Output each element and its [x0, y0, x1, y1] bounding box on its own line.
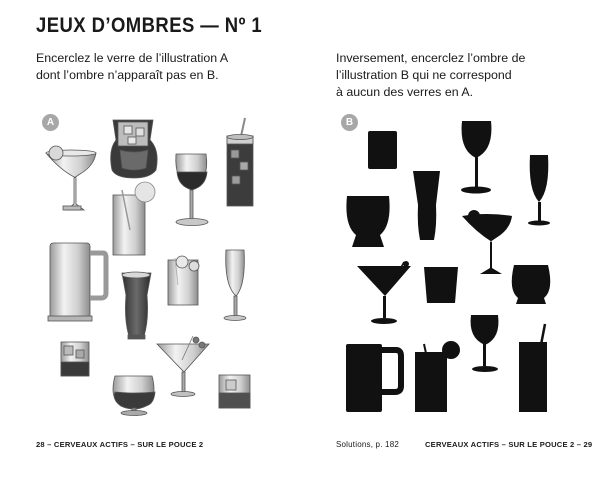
instruction-line: Inversement, encerclez l’ombre de — [336, 51, 526, 65]
silhouette-small-wine — [471, 315, 499, 372]
silhouette-rounded-glass — [346, 196, 389, 247]
instruction-line: dont l’ombre n’apparaît pas en B. — [36, 68, 219, 82]
instruction-line: Encerclez le verre de l’illustration A — [36, 51, 229, 65]
silhouette-beer-mug — [346, 344, 401, 412]
ice-tumbler-glass — [111, 120, 157, 178]
illustration-a-badge: A — [42, 114, 59, 131]
champagne-flute — [224, 250, 246, 321]
footer-left: 28 – CERVEAUX ACTIFS – SUR LE POUCE 2 — [36, 440, 204, 449]
silhouette-tumbler — [368, 131, 397, 169]
silhouette-collins — [519, 324, 547, 412]
instruction-line: à aucun des verres en A. — [336, 85, 474, 99]
silhouette-small-tumbler — [424, 267, 458, 303]
page-title: JEUX D’OMBRES — Nº 1 — [36, 14, 263, 37]
pint-glass — [122, 272, 151, 339]
lime-glass — [168, 256, 199, 305]
wine-glass — [176, 154, 208, 226]
martini-glass — [157, 336, 209, 397]
silhouette-pilsner — [413, 171, 440, 240]
beer-mug — [48, 243, 106, 321]
illustration-a — [46, 118, 253, 416]
silhouette-margarita — [462, 210, 512, 274]
snifter-glass — [113, 376, 155, 416]
footer-right: CERVEAUX ACTIFS – SUR LE POUCE 2 – 29 — [425, 440, 593, 449]
instruction-line: l’illustration B qui ne correspond — [336, 68, 512, 82]
short-tumbler — [61, 342, 89, 376]
silhouette-highball-lime — [415, 341, 460, 412]
illustration-b — [346, 121, 550, 412]
margarita-glass — [46, 146, 96, 210]
silhouette-snifter — [512, 265, 551, 304]
illustration-b-badge: B — [341, 114, 358, 131]
old-fashioned-glass — [219, 375, 250, 408]
collins-glass — [227, 118, 253, 206]
silhouette-champagne — [528, 155, 550, 226]
footer-solutions: Solutions, p. 182 — [336, 440, 399, 449]
silhouette-wine-glass — [461, 121, 491, 194]
highball-lemon-glass — [113, 182, 155, 255]
silhouette-martini — [357, 261, 411, 324]
